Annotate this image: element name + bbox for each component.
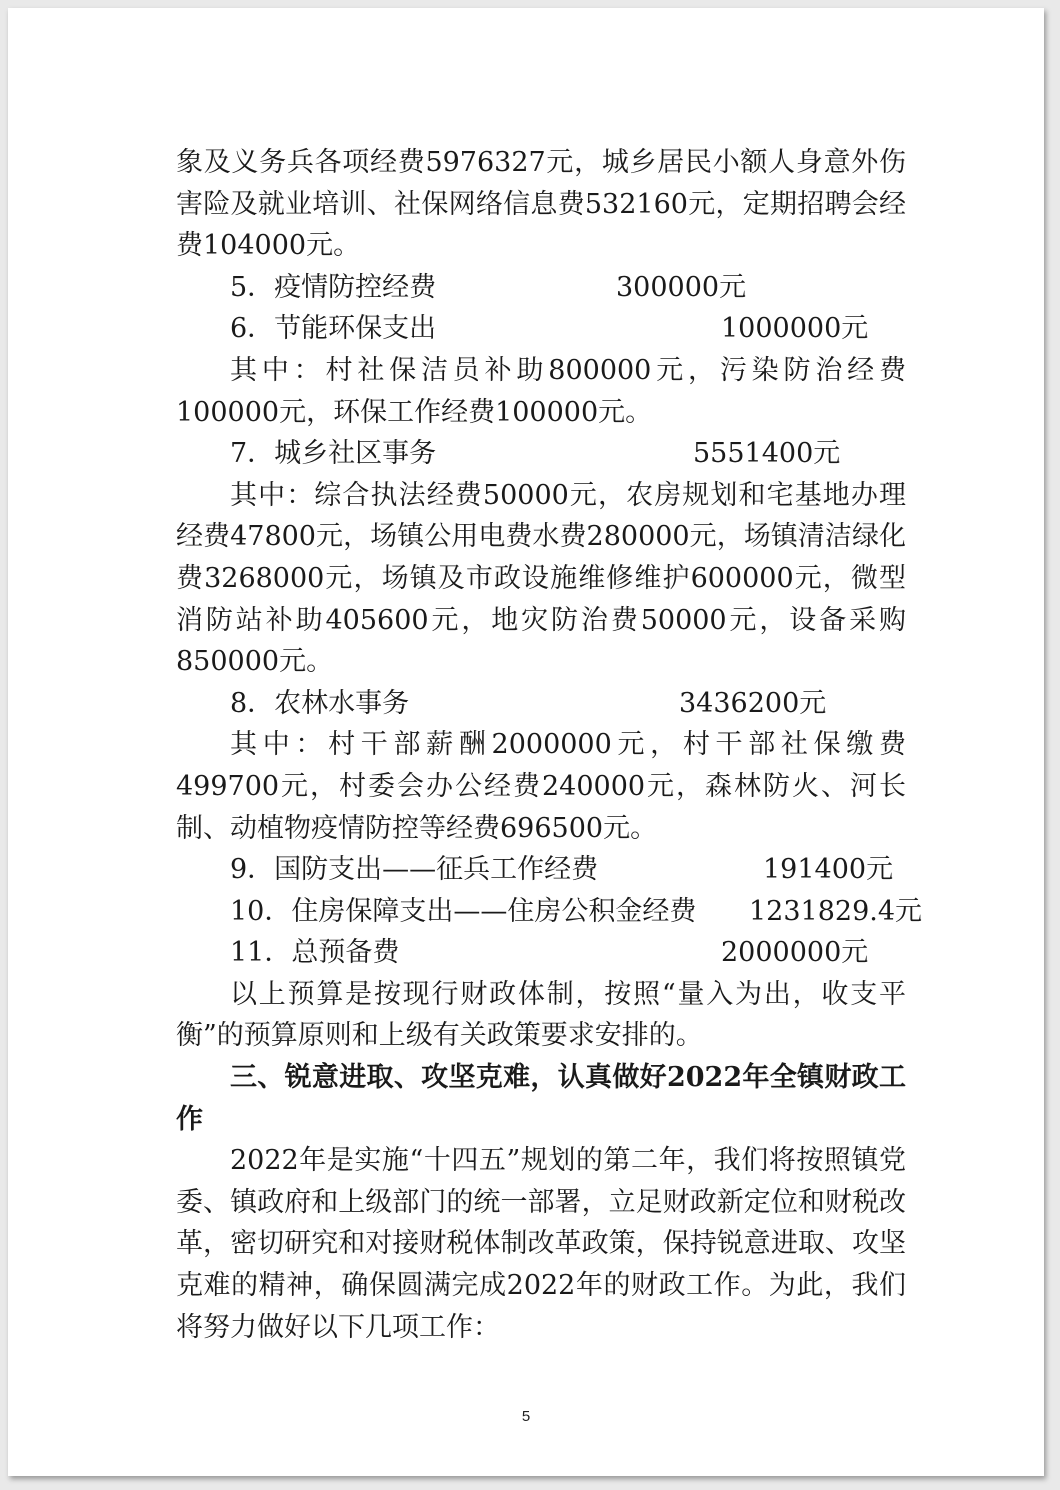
budget-item-9: [176, 849, 906, 891]
budget-item-label: 11．总预备费: [230, 937, 400, 969]
paragraph-item6-detail: 其中：村社保洁员补助800000元，污染防治经费100000元，环保工作经费100000元。: [176, 354, 906, 428]
budget-item-label: 9．国防支出——征兵工作经费: [230, 854, 599, 886]
budget-item-amount: 5551400元: [693, 438, 841, 470]
budget-item-label: 5．疫情防控经费: [230, 271, 437, 303]
budget-item-amount: 3436200元: [679, 687, 827, 719]
budget-item-amount: 300000元: [616, 271, 747, 303]
budget-item-5: [176, 267, 906, 309]
paragraph-item8-detail: 其中：村干部薪酬2000000元，村干部社保缴费499700元，村委会办公经费240000元，森林防火、河长制、动植物疫情防控等经费696500元。: [176, 729, 906, 844]
budget-item-label: 7．城乡社区事务: [230, 438, 437, 470]
budget-item-amount: 1231829.4元: [749, 895, 923, 927]
budget-item-7: [176, 433, 906, 475]
page-body: [176, 142, 923, 1348]
budget-item-label: 10．住房保障支出——住房公积金经费: [230, 895, 697, 927]
budget-item-amount: 1000000元: [721, 313, 869, 345]
paragraph-item7-detail: 其中：综合执法经费50000元，农房规划和宅基地办理经费47800元，场镇公用电费水费280000元，场镇清洁绿化费3268000元，场镇及市政设施维修维护600000元，微型消防站补助405600元，地灾防治费50000元，设备采购850000元。: [176, 479, 906, 678]
paragraph-2022-plan: 2022年是实施“十四五”规划的第二年，我们将按照镇党委、镇政府和上级部门的统一部署，立足财政新定位和财税改革，密切研究和对接财税体制改革政策，保持锐意进取、攻坚克难的精神，确保圆满完成2022年的财政工作。为此，我们将努力做好以下几项工作：: [176, 1145, 906, 1343]
paragraph-budget-basis: 以上预算是按现行财政体制，按照“量入为出，收支平衡”的预算原则和上级有关政策要求安排的。: [176, 978, 906, 1052]
budget-item-label: 6．节能环保支出: [230, 313, 437, 345]
budget-item-label: 8．农林水事务: [230, 687, 410, 719]
paragraph-continued: 象及义务兵各项经费5976327元，城乡居民小额人身意外伤害险及就业培训、社保网络信息费532160元，定期招聘会经费104000元。: [176, 147, 906, 262]
budget-item-10: [176, 891, 923, 933]
section-heading-3: 三、锐意进取、攻坚克难，认真做好2022年全镇财政工作: [176, 1062, 906, 1135]
budget-item-amount: 191400元: [763, 854, 894, 886]
budget-item-8: [176, 683, 906, 725]
budget-item-11: [176, 932, 906, 974]
budget-item-6: [176, 308, 906, 350]
document-page: [8, 8, 1044, 1476]
budget-item-amount: 2000000元: [721, 937, 869, 969]
page-number: 5: [521, 1408, 531, 1425]
